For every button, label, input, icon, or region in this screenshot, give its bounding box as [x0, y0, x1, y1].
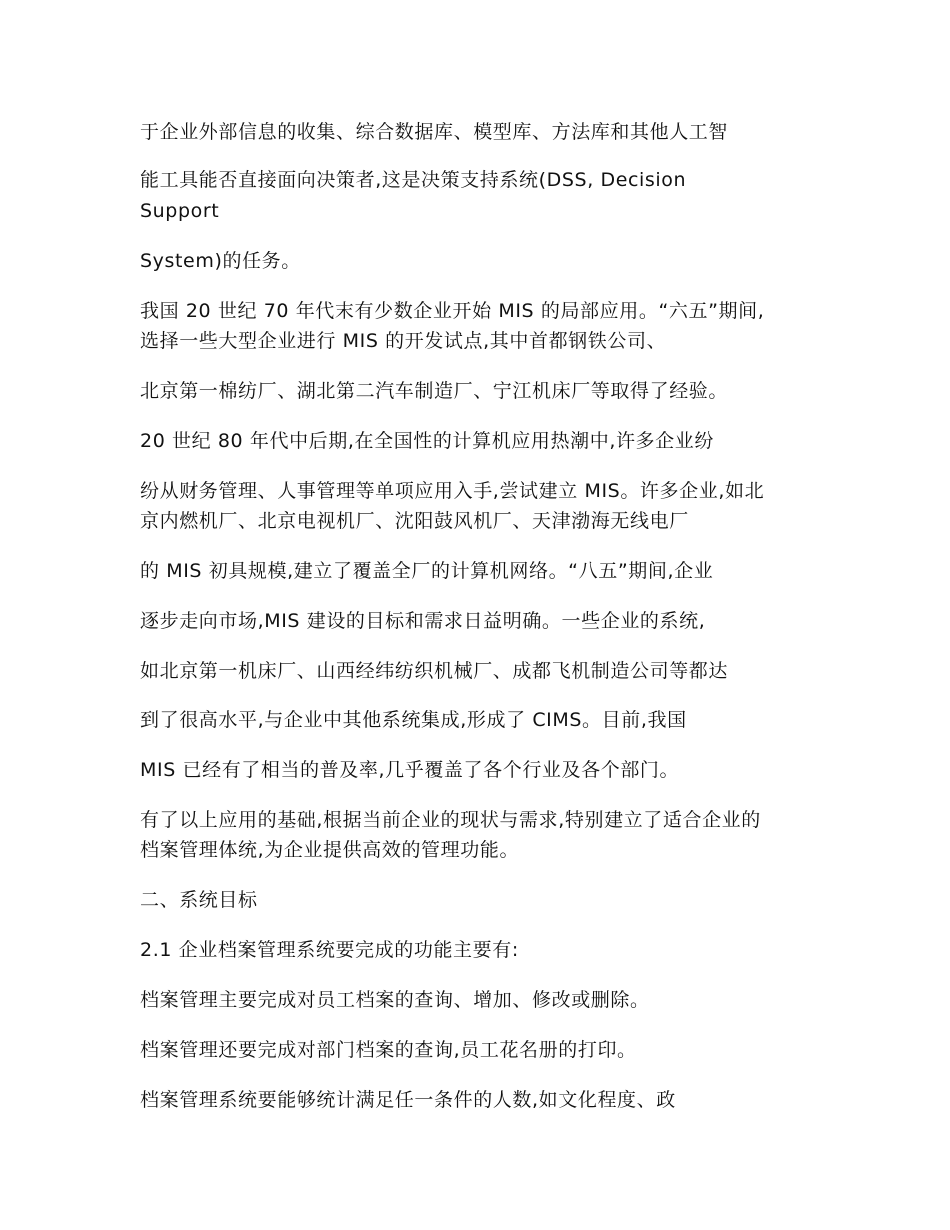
text-line: Support: [140, 200, 220, 222]
text-line: 选择一些大型企业进行 MIS 的开发试点,其中首都钢铁公司、: [140, 330, 667, 352]
text-line: 我国 20 世纪 70 年代末有少数企业开始 MIS 的局部应用。“六五”期间,: [140, 300, 765, 322]
text-line: 档案管理还要完成对部门档案的查询,员工花名册的打印。: [140, 1039, 637, 1061]
text-line: 20 世纪 80 年代中后期,在全国性的计算机应用热潮中,许多企业纷: [140, 430, 714, 452]
text-line: 档案管理系统要能够统计满足任一条件的人数,如文化程度、政: [140, 1089, 676, 1111]
text-line: 于企业外部信息的收集、综合数据库、模型库、方法库和其他人工智: [140, 121, 729, 143]
text-line: 能工具能否直接面向决策者,这是决策支持系统(DSS, Decision: [140, 169, 687, 191]
subsection-heading: 2.1 企业档案管理系统要完成的功能主要有:: [140, 939, 519, 961]
text-line: System)的任务。: [140, 250, 301, 272]
text-line: 的 MIS 初具规模,建立了覆盖全厂的计算机网络。“八五”期间,企业: [140, 560, 714, 582]
text-line: 档案管理主要完成对员工档案的查询、增加、修改或删除。: [140, 989, 650, 1011]
text-line: 纷从财务管理、人事管理等单项应用入手,尝试建立 MIS。许多企业,如北: [140, 480, 765, 502]
text-line: 有了以上应用的基础,根据当前企业的现状与需求,特别建立了适合企业的: [140, 809, 761, 831]
text-line: 北京第一棉纺厂、湖北第二汽车制造厂、宁江机床厂等取得了经验。: [140, 380, 729, 402]
text-line: 档案管理体统,为企业提供高效的管理功能。: [140, 839, 520, 861]
text-line: 到了很高水平,与企业中其他系统集成,形成了 CIMS。目前,我国: [140, 709, 687, 731]
text-line: 京内燃机厂、北京电视机厂、沈阳鼓风机厂、天津渤海无线电厂: [140, 510, 689, 532]
text-line: 逐步走向市场,MIS 建设的目标和需求日益明确。一些企业的系统,: [140, 610, 706, 632]
section-heading: 二、系统目标: [140, 889, 258, 911]
text-line: MIS 已经有了相当的普及率,几乎覆盖了各个行业及各个部门。: [140, 759, 680, 781]
text-line: 如北京第一机床厂、山西经纬纺织机械厂、成都飞机制造公司等都达: [140, 660, 729, 682]
